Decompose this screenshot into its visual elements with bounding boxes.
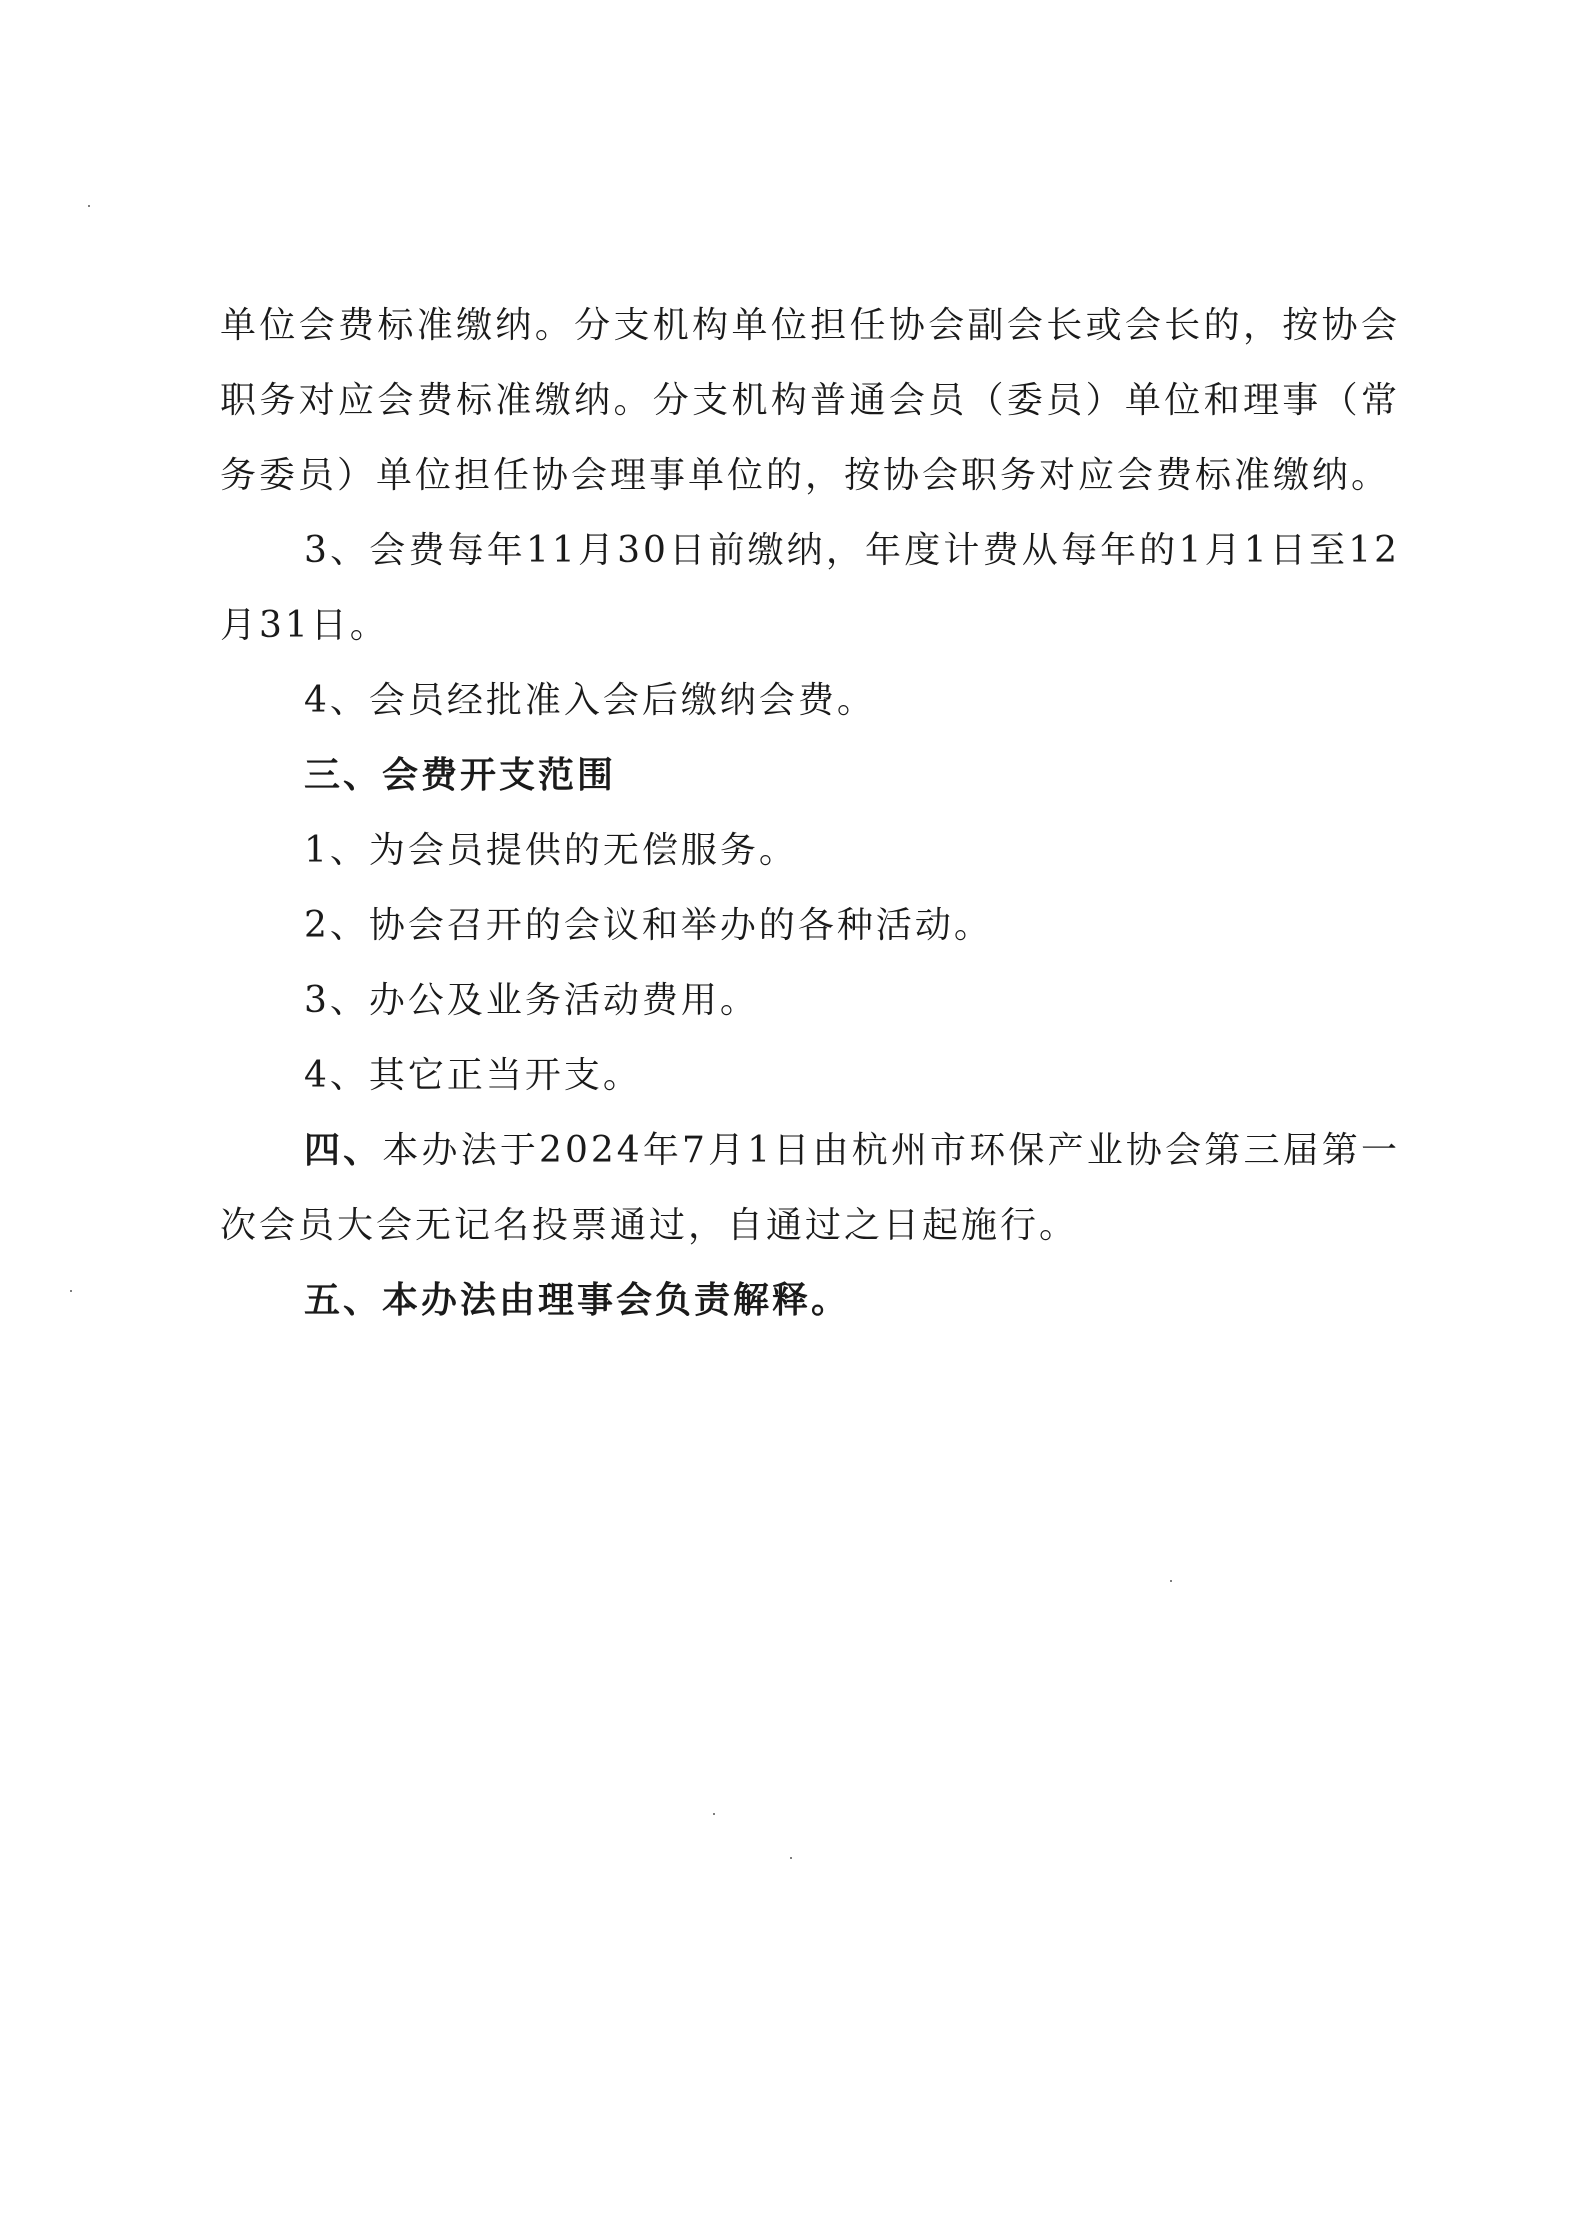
scan-speck — [88, 205, 90, 207]
scan-speck — [70, 1290, 72, 1292]
scan-speck — [713, 1813, 715, 1815]
document-body — [220, 288, 1400, 1338]
list-item-other-expenses: 4、其它正当开支。 — [304, 1055, 642, 1096]
section-label-four: 四、 — [304, 1130, 383, 1171]
list-item-office-expenses: 3、办公及业务活动费用。 — [304, 980, 759, 1021]
paragraph-payment-deadline: 3、会费每年11月30日前缴纳，年度计费从每年的1月1日至12月31日。 — [220, 530, 1400, 646]
scan-speck — [790, 1857, 792, 1859]
paragraph-interpretation: 五、本办法由理事会负责解释。 — [304, 1280, 851, 1321]
list-item-meetings-activities: 2、协会召开的会议和举办的各种活动。 — [304, 905, 993, 946]
paragraph-payment-after-admission: 4、会员经批准入会后缴纳会费。 — [304, 680, 876, 721]
paragraph-membership-fee-standard: 单位会费标准缴纳。分支机构单位担任协会副会长或会长的，按协会职务对应会费标准缴纳。分支机构普通会员（委员）单位和理事（常务委员）单位担任协会理事单位的，按协会职务对应会费标准缴纳。 — [220, 305, 1400, 496]
effective-date-text: 本办法于2024年7月1日由杭州市环保产业协会第三届第一次会员大会无记名投票通过，自通过之日起施行。 — [220, 1130, 1400, 1246]
paragraph-effective-date — [220, 1113, 1400, 1263]
list-item-free-services: 1、为会员提供的无偿服务。 — [304, 830, 798, 871]
scan-speck — [1170, 1580, 1172, 1582]
section-heading-expense-scope: 三、会费开支范围 — [304, 755, 617, 796]
